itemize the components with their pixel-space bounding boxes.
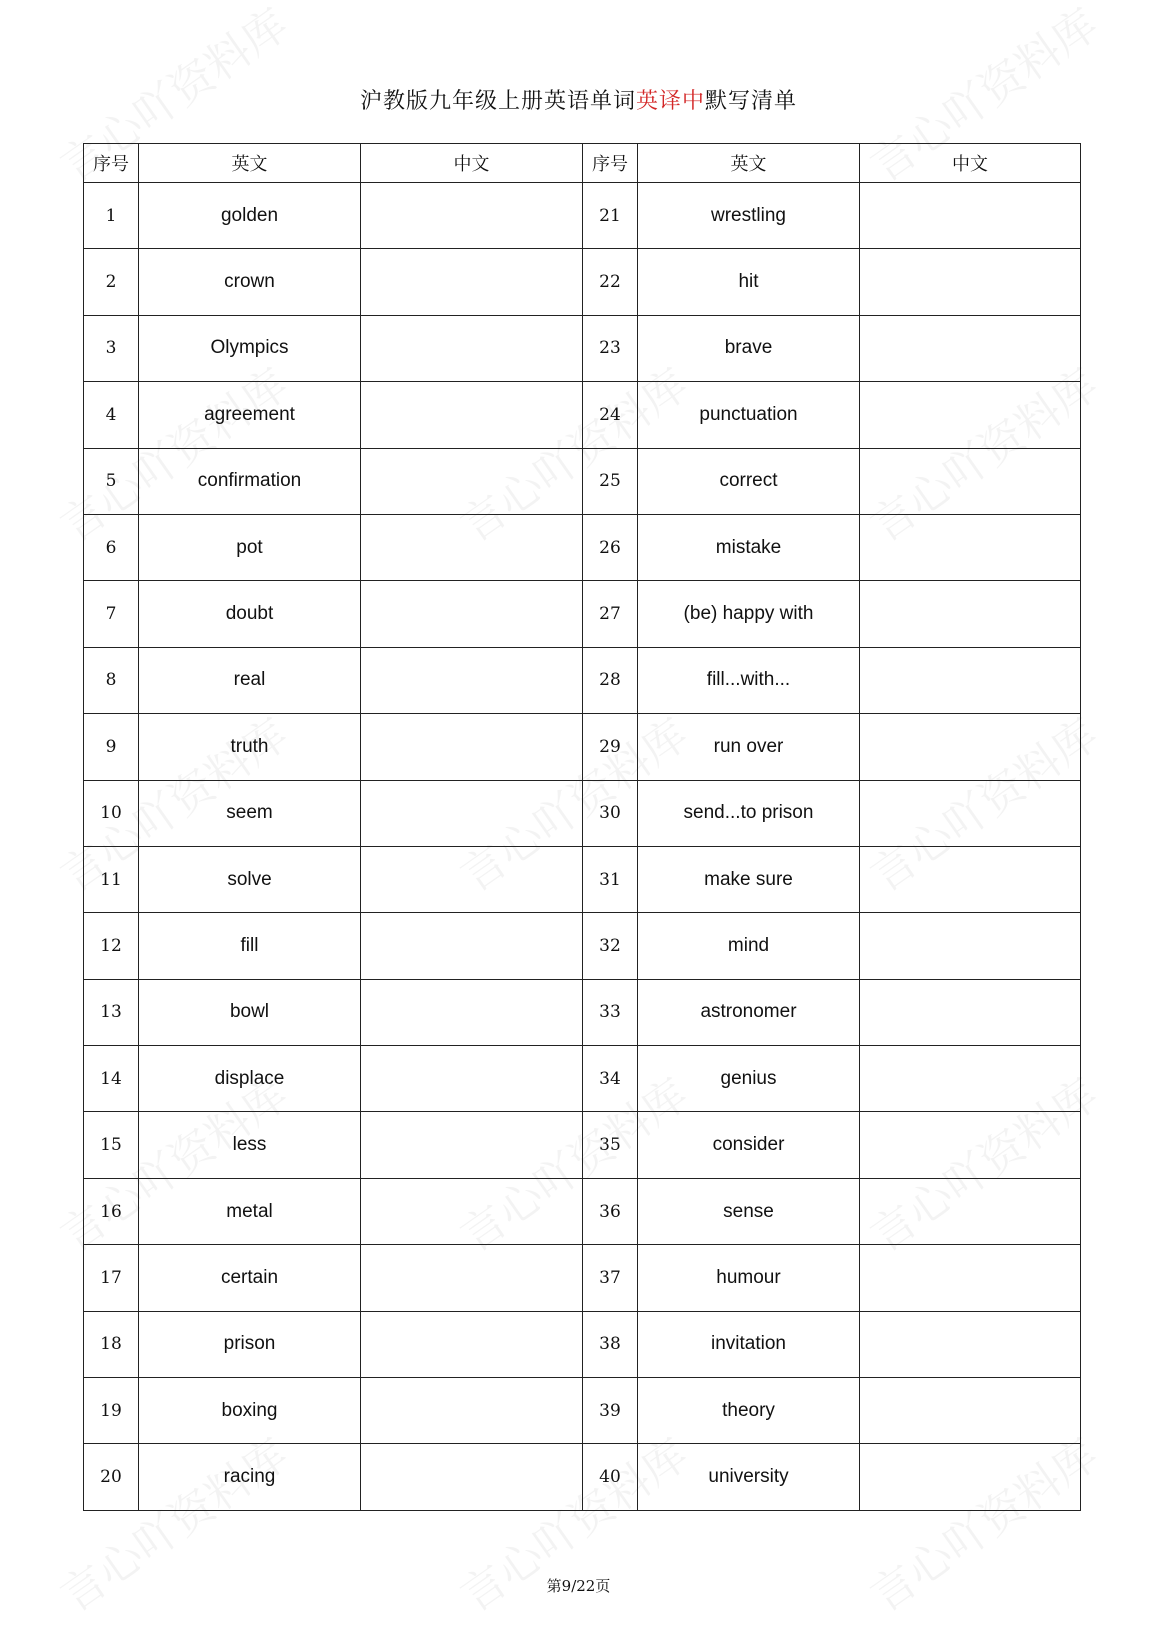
english-word-right: hit (638, 249, 860, 315)
row-number-right: 33 (583, 979, 638, 1045)
english-word-right: fill...with... (638, 647, 860, 713)
row-number-right: 31 (583, 846, 638, 912)
row-number-right: 39 (583, 1378, 638, 1444)
header-english-left: 英文 (139, 144, 361, 183)
chinese-answer-right[interactable] (860, 1046, 1081, 1112)
chinese-answer-left[interactable] (361, 1245, 583, 1311)
chinese-answer-left[interactable] (361, 249, 583, 315)
chinese-answer-left[interactable] (361, 448, 583, 514)
title-suffix: 默写清单 (705, 89, 798, 114)
row-number-left: 11 (84, 846, 139, 912)
row-number-left: 17 (84, 1245, 139, 1311)
chinese-answer-left[interactable] (361, 913, 583, 979)
row-number-right: 22 (583, 249, 638, 315)
row-number-right: 29 (583, 714, 638, 780)
english-word-left: prison (139, 1311, 361, 1377)
english-word-right: correct (638, 448, 860, 514)
chinese-answer-right[interactable] (860, 249, 1081, 315)
chinese-answer-left[interactable] (361, 382, 583, 448)
english-word-right: humour (638, 1245, 860, 1311)
english-word-right: brave (638, 315, 860, 381)
english-word-right: consider (638, 1112, 860, 1178)
row-number-right: 26 (583, 514, 638, 580)
table-row (84, 1178, 1081, 1244)
chinese-answer-left[interactable] (361, 979, 583, 1045)
row-number-left: 16 (84, 1178, 139, 1244)
table-row (84, 913, 1081, 979)
table-row (84, 382, 1081, 448)
header-english-right: 英文 (638, 144, 860, 183)
english-word-right: make sure (638, 846, 860, 912)
row-number-left: 9 (84, 714, 139, 780)
row-number-right: 24 (583, 382, 638, 448)
table-row (84, 780, 1081, 846)
table-body (84, 183, 1081, 1511)
chinese-answer-right[interactable] (860, 183, 1081, 249)
row-number-left: 6 (84, 514, 139, 580)
row-number-left: 2 (84, 249, 139, 315)
english-word-left: boxing (139, 1378, 361, 1444)
chinese-answer-right[interactable] (860, 1178, 1081, 1244)
english-word-right: run over (638, 714, 860, 780)
table-row (84, 183, 1081, 249)
row-number-left: 14 (84, 1046, 139, 1112)
english-word-right: invitation (638, 1311, 860, 1377)
page-footer: 第9/22页 (546, 1577, 611, 1595)
table-row (84, 249, 1081, 315)
row-number-left: 13 (84, 979, 139, 1045)
row-number-right: 36 (583, 1178, 638, 1244)
english-word-left: confirmation (139, 448, 361, 514)
table-row (84, 1112, 1081, 1178)
english-word-left: pot (139, 514, 361, 580)
chinese-answer-right[interactable] (860, 581, 1081, 647)
row-number-left: 12 (84, 913, 139, 979)
row-number-left: 10 (84, 780, 139, 846)
chinese-answer-left[interactable] (361, 647, 583, 713)
chinese-answer-left[interactable] (361, 714, 583, 780)
chinese-answer-left[interactable] (361, 780, 583, 846)
table-row (84, 714, 1081, 780)
row-number-right: 37 (583, 1245, 638, 1311)
chinese-answer-right[interactable] (860, 647, 1081, 713)
english-word-left: real (139, 647, 361, 713)
row-number-right: 25 (583, 448, 638, 514)
page-title (0, 84, 1157, 115)
chinese-answer-left[interactable] (361, 514, 583, 580)
header-chinese-left: 中文 (361, 144, 583, 183)
row-number-right: 38 (583, 1311, 638, 1377)
chinese-answer-left[interactable] (361, 581, 583, 647)
chinese-answer-right[interactable] (860, 1444, 1081, 1510)
row-number-left: 8 (84, 647, 139, 713)
table-header-row (84, 144, 1081, 183)
english-word-right: punctuation (638, 382, 860, 448)
table-row (84, 581, 1081, 647)
table-row (84, 315, 1081, 381)
english-word-left: less (139, 1112, 361, 1178)
table-row (84, 1046, 1081, 1112)
chinese-answer-right[interactable] (860, 1378, 1081, 1444)
vocabulary-table (83, 143, 1081, 1511)
english-word-left: solve (139, 846, 361, 912)
english-word-left: fill (139, 913, 361, 979)
chinese-answer-right[interactable] (860, 714, 1081, 780)
english-word-left: bowl (139, 979, 361, 1045)
row-number-left: 18 (84, 1311, 139, 1377)
chinese-answer-right[interactable] (860, 382, 1081, 448)
chinese-answer-right[interactable] (860, 448, 1081, 514)
row-number-left: 15 (84, 1112, 139, 1178)
chinese-answer-left[interactable] (361, 1112, 583, 1178)
english-word-left: certain (139, 1245, 361, 1311)
row-number-left: 5 (84, 448, 139, 514)
header-number-right: 序号 (583, 144, 638, 183)
english-word-right: sense (638, 1178, 860, 1244)
row-number-left: 4 (84, 382, 139, 448)
row-number-left: 1 (84, 183, 139, 249)
chinese-answer-left[interactable] (361, 315, 583, 381)
english-word-left: racing (139, 1444, 361, 1510)
chinese-answer-right[interactable] (860, 1112, 1081, 1178)
english-word-right: send...to prison (638, 780, 860, 846)
title-highlight: 英译中 (635, 89, 705, 114)
chinese-answer-right[interactable] (860, 315, 1081, 381)
chinese-answer-left[interactable] (361, 1378, 583, 1444)
row-number-left: 7 (84, 581, 139, 647)
english-word-left: seem (139, 780, 361, 846)
row-number-right: 34 (583, 1046, 638, 1112)
row-number-left: 3 (84, 315, 139, 381)
english-word-left: Olympics (139, 315, 361, 381)
header-chinese-right: 中文 (860, 144, 1081, 183)
english-word-right: wrestling (638, 183, 860, 249)
chinese-answer-left[interactable] (361, 846, 583, 912)
table-row (84, 1378, 1081, 1444)
title-prefix: 沪教版九年级上册英语单词 (359, 89, 636, 114)
row-number-right: 32 (583, 913, 638, 979)
row-number-left: 20 (84, 1444, 139, 1510)
chinese-answer-left[interactable] (361, 1444, 583, 1510)
row-number-right: 35 (583, 1112, 638, 1178)
table-row (84, 647, 1081, 713)
row-number-right: 40 (583, 1444, 638, 1510)
table-row (84, 1444, 1081, 1510)
english-word-left: agreement (139, 382, 361, 448)
row-number-right: 21 (583, 183, 638, 249)
english-word-left: metal (139, 1178, 361, 1244)
table-row (84, 1245, 1081, 1311)
row-number-right: 27 (583, 581, 638, 647)
english-word-right: theory (638, 1378, 860, 1444)
row-number-right: 28 (583, 647, 638, 713)
chinese-answer-right[interactable] (860, 846, 1081, 912)
chinese-answer-left[interactable] (361, 1178, 583, 1244)
row-number-left: 19 (84, 1378, 139, 1444)
english-word-right: (be) happy with (638, 581, 860, 647)
english-word-left: doubt (139, 581, 361, 647)
english-word-right: genius (638, 1046, 860, 1112)
table-row (84, 1311, 1081, 1377)
chinese-answer-right[interactable] (860, 780, 1081, 846)
chinese-answer-left[interactable] (361, 183, 583, 249)
chinese-answer-right[interactable] (860, 979, 1081, 1045)
table-row (84, 448, 1081, 514)
row-number-right: 30 (583, 780, 638, 846)
english-word-right: mind (638, 913, 860, 979)
chinese-answer-right[interactable] (860, 1311, 1081, 1377)
english-word-right: mistake (638, 514, 860, 580)
table-row (84, 979, 1081, 1045)
english-word-right: university (638, 1444, 860, 1510)
english-word-left: truth (139, 714, 361, 780)
header-number-left: 序号 (84, 144, 139, 183)
row-number-right: 23 (583, 315, 638, 381)
chinese-answer-right[interactable] (860, 1245, 1081, 1311)
english-word-left: golden (139, 183, 361, 249)
table-row (84, 846, 1081, 912)
chinese-answer-left[interactable] (361, 1046, 583, 1112)
english-word-left: displace (139, 1046, 361, 1112)
table-row (84, 514, 1081, 580)
english-word-right: astronomer (638, 979, 860, 1045)
chinese-answer-right[interactable] (860, 514, 1081, 580)
chinese-answer-right[interactable] (860, 913, 1081, 979)
english-word-left: crown (139, 249, 361, 315)
chinese-answer-left[interactable] (361, 1311, 583, 1377)
